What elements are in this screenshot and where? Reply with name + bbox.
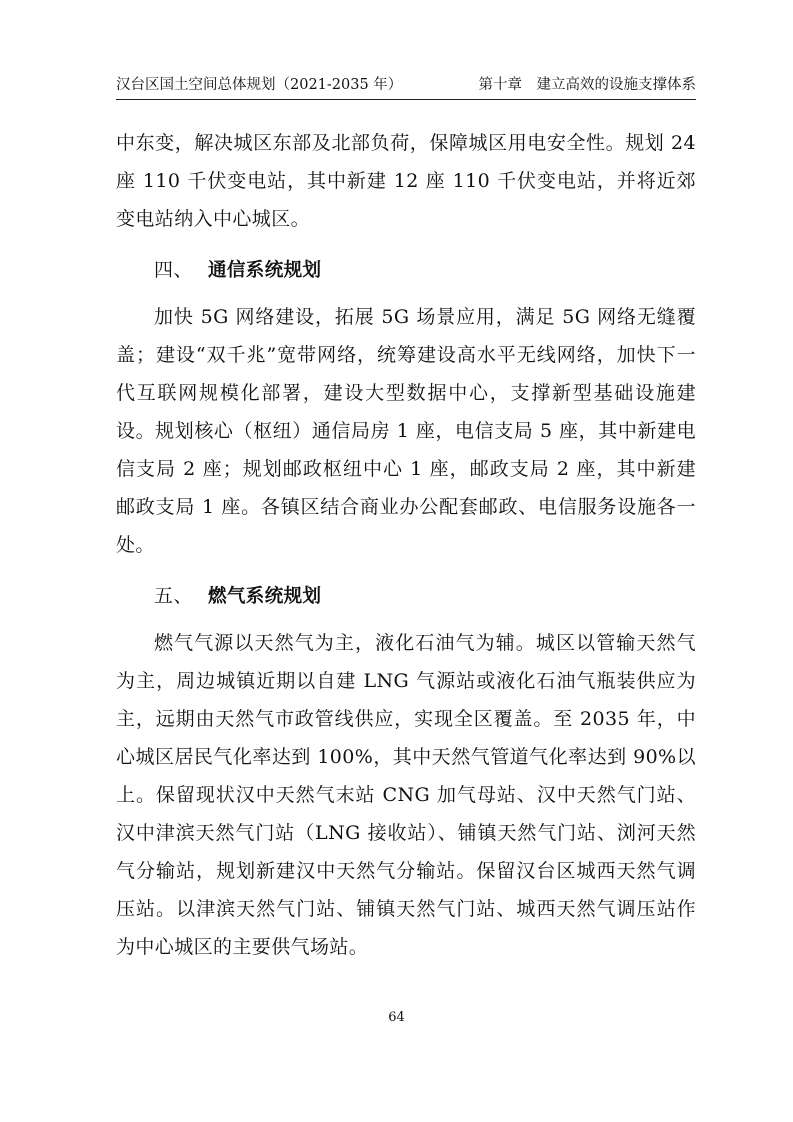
header-document-title: 汉台区国土空间总体规划（2021-2035 年） xyxy=(116,77,403,93)
section-heading-telecom xyxy=(116,251,696,290)
page-body xyxy=(116,124,696,966)
paragraph-gas: 燃气气源以天然气为主，液化石油气为辅。城区以管输天然气为主，周边城镇近期以自建 LNG 气源站或液化石油气瓶装供应为主，远期由天然气市政管线供应，实现全区覆盖。至 2035 年，中心城区居民气化率达到 100%，其中天然气管道气化率达到 90%以上。保留现状汉中天然气末站 CNG 加气母站、汉中天然气门站、汉中津滨天然气门站（LNG 接收站）、铺镇天然气门站、浏河天然气分输站，规划新建汉中天然气分输站。保留汉台区城西天然气调压站。以津滨天然气门站、铺镇天然气门站、城西天然气调压站作为中心城区的主要供气场站。 xyxy=(116,632,696,958)
section-number: 四、 xyxy=(154,259,193,281)
paragraph-telecom: 加快 5G 网络建设，拓展 5G 场景应用，满足 5G 网络无缝覆盖；建设“双千兆”宽带网络，统筹建设高水平无线网络，加快下一代互联网规模化部署，建设大型数据中心，支撑新型基础设施建设。规划核心（枢纽）通信局房 1 座，电信支局 5 座，其中新建电信支局 2 座；规划邮政枢纽中心 1 座，邮政支局 2 座，其中新建邮政支局 1 座。各镇区结合商业办公配套邮政、电信服务设施各一处。 xyxy=(116,306,696,556)
running-header xyxy=(116,73,696,97)
section-title: 通信系统规划 xyxy=(208,260,322,281)
page-number: 64 xyxy=(388,1010,405,1025)
section-heading-gas xyxy=(116,577,696,616)
paragraph-power-continued: 中东变，解决城区东部及北部负荷，保障城区用电安全性。规划 24 座 110 千伏变电站，其中新建 12 座 110 千伏变电站，并将近郊变电站纳入中心城区。 xyxy=(116,132,696,230)
section-title: 燃气系统规划 xyxy=(208,586,322,607)
header-chapter-title: 第十章 建立高效的设施支撑体系 xyxy=(478,77,696,93)
section-number: 五、 xyxy=(154,585,193,607)
header-divider xyxy=(116,99,696,100)
